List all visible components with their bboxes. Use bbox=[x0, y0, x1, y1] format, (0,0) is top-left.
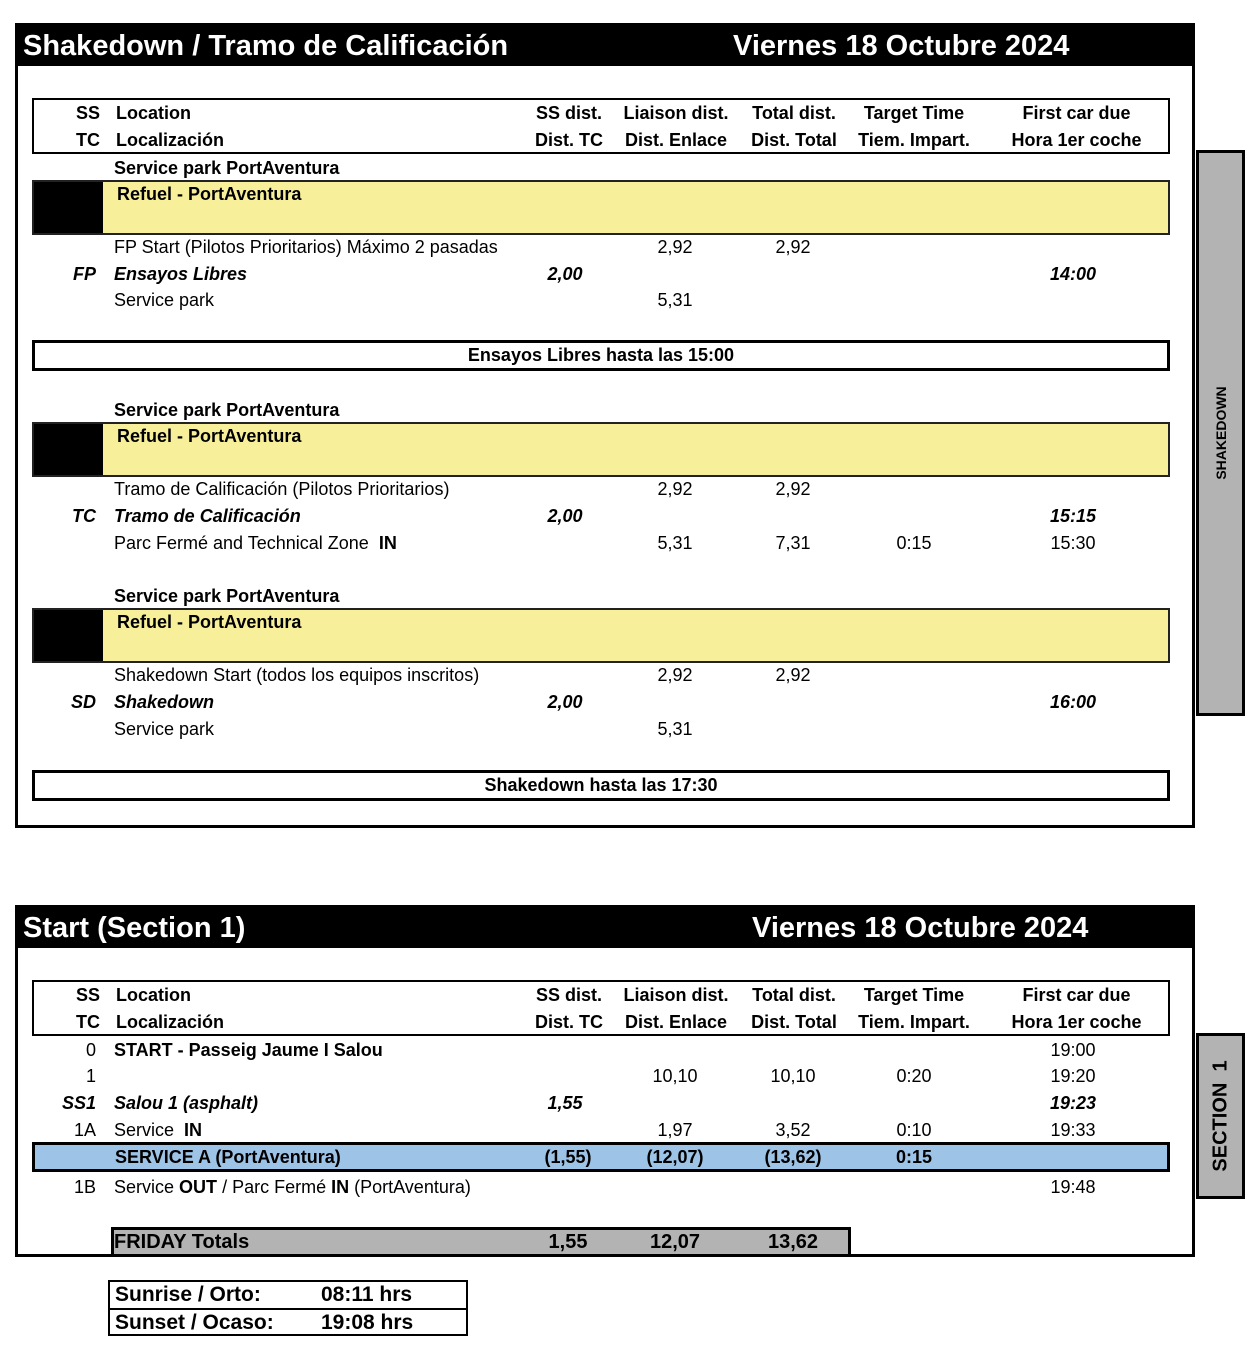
service-row bbox=[32, 1142, 1170, 1172]
row-liaison: 5,31 bbox=[657, 719, 693, 739]
row-location-part: (PortAventura) bbox=[354, 1177, 471, 1197]
row-location: Shakedown Start (todos los equipos inscritos) bbox=[114, 665, 480, 685]
row-liaison: 1,97 bbox=[657, 1120, 693, 1140]
row-liaison: 2,92 bbox=[657, 479, 693, 499]
row-location bbox=[114, 532, 397, 554]
row-first-car: 14:00 bbox=[1049, 264, 1097, 284]
row-code: 1B bbox=[73, 1177, 96, 1197]
panel-title: Shakedown / Tramo de Calificación bbox=[23, 30, 509, 62]
col-first-car: First car due bbox=[1022, 985, 1131, 1005]
col-location: Location bbox=[116, 985, 191, 1005]
row-location: Tramo de Calificación (Pilotos Prioritarios) bbox=[114, 479, 450, 499]
col-localizacion: Localización bbox=[116, 1012, 225, 1032]
row-location: FP Start (Pilotos Prioritarios) Máximo 2 pasadas bbox=[114, 237, 498, 257]
col-location: Location bbox=[116, 103, 191, 123]
row-code: 0 bbox=[85, 1040, 96, 1060]
col-liaison: Liaison dist. bbox=[623, 985, 729, 1005]
panel-title: Start (Section 1) bbox=[23, 912, 246, 944]
row-total: 10,10 bbox=[770, 1066, 816, 1086]
sunset-value: 19:08 hrs bbox=[321, 1311, 414, 1334]
row-location-bold: OUT bbox=[179, 1177, 218, 1197]
sunset-row bbox=[110, 1308, 466, 1336]
row-target: 0:15 bbox=[896, 533, 932, 553]
note-box bbox=[32, 770, 1170, 801]
row-location-part: Service bbox=[114, 1177, 175, 1197]
row-target: 0:20 bbox=[896, 1066, 932, 1086]
note-box bbox=[32, 340, 1170, 371]
row-liaison: 5,31 bbox=[657, 533, 693, 553]
col-target: Target Time bbox=[863, 103, 965, 123]
col-ss-dist: SS dist. bbox=[535, 985, 602, 1005]
service-location: SERVICE A (PortAventura) bbox=[115, 1147, 341, 1167]
service-park-label: Service park PortAventura bbox=[114, 586, 340, 606]
column-header bbox=[32, 98, 1170, 154]
row-total: 2,92 bbox=[775, 665, 811, 685]
row-location: START - Passeig Jaume I Salou bbox=[114, 1040, 383, 1060]
section1-side-tab bbox=[1196, 1033, 1245, 1199]
row-location-bold: IN bbox=[378, 533, 397, 553]
row-first-car: 19:20 bbox=[1050, 1066, 1096, 1086]
row-first-car: 19:33 bbox=[1050, 1120, 1096, 1140]
shakedown-side-tab bbox=[1196, 150, 1245, 716]
row-code: 1 bbox=[85, 1066, 96, 1086]
row-total: 7,31 bbox=[775, 533, 811, 553]
refuel-row bbox=[32, 608, 1170, 663]
row-first-car: 19:23 bbox=[1049, 1093, 1097, 1113]
row-location: Ensayos Libres bbox=[114, 264, 248, 284]
service-park-label: Service park PortAventura bbox=[114, 158, 340, 178]
row-liaison: 2,92 bbox=[657, 665, 693, 685]
col-dist-total: Dist. Total bbox=[751, 1012, 837, 1032]
row-location-part: / Parc Fermé bbox=[222, 1177, 327, 1197]
refuel-label: Refuel - PortAventura bbox=[117, 184, 302, 204]
row-total: 2,92 bbox=[775, 479, 811, 499]
service-target: 0:15 bbox=[895, 1147, 933, 1167]
refuel-marker bbox=[34, 424, 103, 475]
totals-liaison: 12,07 bbox=[649, 1231, 701, 1253]
col-total: Total dist. bbox=[752, 985, 836, 1005]
sunset-label: Sunset / Ocaso: bbox=[115, 1311, 274, 1334]
side-tab-label: SECTION 1 bbox=[1209, 1060, 1231, 1172]
panel-date: Viernes 18 Octubre 2024 bbox=[752, 912, 1089, 944]
refuel-row bbox=[32, 180, 1170, 235]
section1-panel bbox=[15, 905, 1195, 1257]
refuel-label: Refuel - PortAventura bbox=[117, 426, 302, 446]
row-ss-dist: 1,55 bbox=[547, 1093, 583, 1113]
row-code: FP bbox=[72, 264, 96, 284]
col-impart: Tiem. Impart. bbox=[858, 130, 970, 150]
col-hora: Hora 1er coche bbox=[1011, 1012, 1142, 1032]
refuel-marker bbox=[34, 610, 103, 661]
row-location-text: Service bbox=[114, 1120, 175, 1140]
refuel-row bbox=[32, 422, 1170, 477]
service-ss-dist: (1,55) bbox=[544, 1147, 592, 1167]
shakedown-panel bbox=[15, 23, 1195, 828]
side-tab-label: SHAKEDOWN bbox=[1212, 386, 1229, 480]
col-target: Target Time bbox=[863, 985, 965, 1005]
note-text: Shakedown hasta las 17:30 bbox=[484, 775, 718, 795]
col-enlace: Dist. Enlace bbox=[624, 1012, 728, 1032]
row-location: Tramo de Calificación bbox=[114, 506, 301, 526]
totals-ss-dist: 1,55 bbox=[548, 1231, 588, 1253]
col-dist-total: Dist. Total bbox=[751, 130, 837, 150]
totals-total: 13,62 bbox=[767, 1231, 819, 1253]
column-header bbox=[32, 980, 1170, 1036]
panel-date: Viernes 18 Octubre 2024 bbox=[733, 30, 1070, 62]
sunrise-value: 08:11 hrs bbox=[321, 1283, 413, 1306]
col-localizacion: Localización bbox=[116, 130, 225, 150]
row-ss-dist: 2,00 bbox=[547, 264, 583, 284]
row-location: Shakedown bbox=[114, 692, 215, 712]
row-code: 1A bbox=[73, 1120, 96, 1140]
totals-label: FRIDAY Totals bbox=[114, 1231, 250, 1253]
panel-header bbox=[18, 908, 1192, 948]
totals-row bbox=[111, 1227, 851, 1257]
col-hora: Hora 1er coche bbox=[1011, 130, 1142, 150]
service-liaison: (12,07) bbox=[646, 1147, 704, 1167]
row-first-car: 19:00 bbox=[1050, 1040, 1096, 1060]
row-liaison: 2,92 bbox=[657, 237, 693, 257]
row-location: Salou 1 (asphalt) bbox=[114, 1093, 259, 1113]
row-location-text: Parc Fermé and Technical Zone bbox=[114, 533, 369, 553]
row-location bbox=[114, 1176, 471, 1198]
sunrise-row bbox=[110, 1282, 466, 1308]
row-first-car: 16:00 bbox=[1049, 692, 1097, 712]
row-target: 0:10 bbox=[896, 1120, 932, 1140]
row-location: Service park bbox=[114, 290, 215, 310]
col-liaison: Liaison dist. bbox=[623, 103, 729, 123]
row-location: Service park bbox=[114, 719, 215, 739]
col-first-car: First car due bbox=[1022, 103, 1131, 123]
row-code: SS1 bbox=[61, 1093, 96, 1113]
row-code: SD bbox=[70, 692, 96, 712]
row-ss-dist: 2,00 bbox=[547, 506, 583, 526]
service-park-label: Service park PortAventura bbox=[114, 400, 340, 420]
col-tc: TC bbox=[76, 1012, 100, 1032]
row-first-car: 15:30 bbox=[1050, 533, 1096, 553]
note-text: Ensayos Libres hasta las 15:00 bbox=[467, 345, 735, 365]
col-ss: SS bbox=[75, 103, 100, 123]
row-location-bold: IN bbox=[331, 1177, 350, 1197]
service-total: (13,62) bbox=[764, 1147, 822, 1167]
row-total: 2,92 bbox=[775, 237, 811, 257]
col-impart: Tiem. Impart. bbox=[858, 1012, 970, 1032]
col-total: Total dist. bbox=[752, 103, 836, 123]
row-location bbox=[114, 1119, 202, 1141]
row-code: TC bbox=[72, 506, 96, 526]
row-first-car: 15:15 bbox=[1049, 506, 1097, 526]
sun-times-box bbox=[108, 1280, 468, 1336]
col-ss: SS bbox=[75, 985, 100, 1005]
col-tc: TC bbox=[76, 130, 100, 150]
row-location-bold: IN bbox=[184, 1120, 203, 1140]
refuel-label: Refuel - PortAventura bbox=[117, 612, 302, 632]
col-ss-dist: SS dist. bbox=[535, 103, 602, 123]
refuel-marker bbox=[34, 182, 103, 233]
row-liaison: 5,31 bbox=[657, 290, 693, 310]
col-dist-tc: Dist. TC bbox=[534, 130, 603, 150]
panel-header bbox=[18, 26, 1192, 66]
row-ss-dist: 2,00 bbox=[547, 692, 583, 712]
row-liaison: 10,10 bbox=[652, 1066, 698, 1086]
row-total: 3,52 bbox=[775, 1120, 811, 1140]
col-enlace: Dist. Enlace bbox=[624, 130, 728, 150]
sunrise-label: Sunrise / Orto: bbox=[115, 1283, 261, 1306]
row-first-car: 19:48 bbox=[1050, 1177, 1096, 1197]
col-dist-tc: Dist. TC bbox=[534, 1012, 603, 1032]
